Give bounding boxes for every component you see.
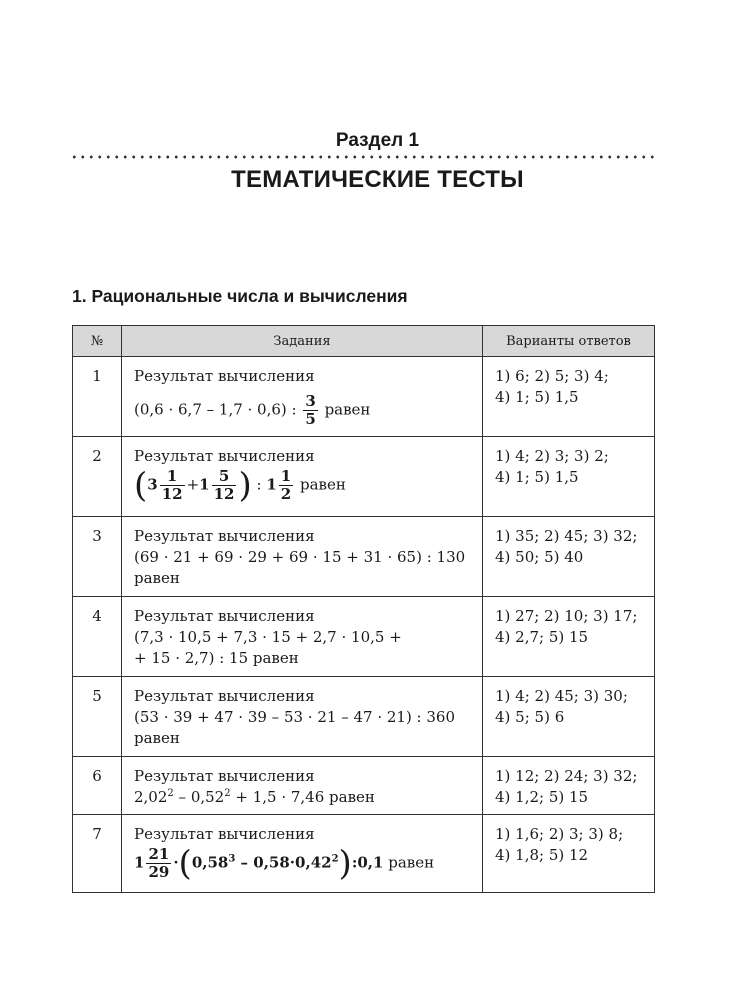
answers-cell xyxy=(483,677,655,757)
task-text: Результат вычисления xyxy=(134,367,315,385)
close-paren: ) xyxy=(338,843,352,884)
answers-cell xyxy=(483,437,655,517)
tests-table xyxy=(72,325,655,893)
answers-line: 4) 50; 5) 40 xyxy=(495,548,584,566)
expr-part: равен xyxy=(383,853,435,872)
denominator: 12 xyxy=(213,485,235,503)
numerator: 5 xyxy=(212,468,237,486)
exponent: 2 xyxy=(167,788,174,799)
open-paren: ( xyxy=(178,843,192,884)
section-label: Раздел 1 xyxy=(335,130,420,151)
answers-line: 4) 1,2; 5) 15 xyxy=(495,788,589,806)
task-cell xyxy=(122,757,483,815)
expr-part: 0,52 xyxy=(190,788,225,806)
task-line: (69 · 21 + 69 · 29 + 69 · 15 + 31 · 65) : 130 xyxy=(134,548,466,566)
fraction xyxy=(279,468,293,503)
task-cell xyxy=(122,677,483,757)
operator: · xyxy=(173,853,179,872)
task-line: равен xyxy=(134,569,180,587)
whole-part: 1 xyxy=(199,475,210,494)
operator: : xyxy=(251,475,267,494)
task-expression xyxy=(134,393,472,428)
answers-line: 1) 35; 2) 45; 3) 32; xyxy=(495,527,638,545)
header-task: Задания xyxy=(122,326,483,357)
fraction xyxy=(146,846,171,881)
task-text: Результат вычисления xyxy=(134,687,315,705)
expr-part: :0,1 xyxy=(351,853,384,872)
task-expression xyxy=(134,465,472,506)
answers-line: 1) 4; 2) 45; 3) 30; xyxy=(495,687,628,705)
whole-part: 1 xyxy=(266,475,277,494)
answers-line: 4) 1; 5) 1,5 xyxy=(495,388,579,406)
denominator: 12 xyxy=(161,485,183,503)
exponent: 2 xyxy=(224,788,231,799)
task-line: (7,3 · 10,5 + 7,3 · 15 + 2,7 · 10,5 + xyxy=(134,628,402,646)
task-cell xyxy=(122,815,483,893)
row-number: 2 xyxy=(73,437,122,517)
task-cell xyxy=(122,357,483,437)
task-text: Результат вычисления xyxy=(134,825,315,843)
fraction xyxy=(160,468,185,503)
table-row xyxy=(73,757,655,815)
task-expression xyxy=(134,843,472,884)
exponent: 2 xyxy=(331,853,339,865)
table-row xyxy=(73,597,655,677)
table-row xyxy=(73,437,655,517)
answers-line: 1) 27; 2) 10; 3) 17; xyxy=(495,607,638,625)
expr-part: (0,6 · 6,7 – 1,7 · 0,6) : xyxy=(134,400,302,419)
table-header-row xyxy=(73,326,655,357)
denominator: 5 xyxy=(305,410,316,428)
row-number: 3 xyxy=(73,517,122,597)
task-text: Результат вычисления xyxy=(134,607,315,625)
answers-line: 4) 2,7; 5) 15 xyxy=(495,628,589,646)
answers-cell xyxy=(483,357,655,437)
close-paren: ) xyxy=(238,465,252,506)
denominator: 29 xyxy=(148,863,170,881)
numerator: 1 xyxy=(160,468,185,486)
dotted-divider xyxy=(70,154,655,160)
task-text: Результат вычисления xyxy=(134,447,315,465)
expr-part: равен xyxy=(319,400,371,419)
answers-line: 4) 5; 5) 6 xyxy=(495,708,565,726)
header-answers: Варианты ответов xyxy=(483,326,655,357)
expr-part: + 1,5 · 7,46 равен xyxy=(230,788,375,806)
answers-line: 1) 4; 2) 3; 3) 2; xyxy=(495,447,609,465)
answers-cell xyxy=(483,597,655,677)
task-line: (53 · 39 + 47 · 39 – 53 · 21 – 47 · 21) : 360 xyxy=(134,708,456,726)
task-line: равен xyxy=(134,729,180,747)
answers-line: 4) 1; 5) 1,5 xyxy=(495,468,579,486)
table-row xyxy=(73,815,655,893)
task-cell xyxy=(122,517,483,597)
exponent: 3 xyxy=(228,853,236,865)
expr-part: 0,42 xyxy=(295,853,332,872)
answers-line: 4) 1,8; 5) 12 xyxy=(495,846,589,864)
answers-cell xyxy=(483,757,655,815)
open-paren: ( xyxy=(134,465,148,506)
numerator: 21 xyxy=(148,845,170,863)
answers-line: 1) 6; 2) 5; 3) 4; xyxy=(495,367,609,385)
answers-cell xyxy=(483,517,655,597)
answers-line: 1) 1,6; 2) 3; 3) 8; xyxy=(495,825,624,843)
task-line: + 15 · 2,7) : 15 равен xyxy=(134,649,299,667)
expr-part: 0,58 xyxy=(191,853,229,872)
task-text: Результат вычисления xyxy=(134,527,315,545)
expr-part: – 0,58· xyxy=(235,853,296,872)
operator: + xyxy=(186,475,200,494)
denominator: 2 xyxy=(280,485,292,503)
numerator: 3 xyxy=(305,392,316,410)
topic-heading: 1. Рациональные числа и вычисления xyxy=(72,286,408,306)
expr-part: 2,02 xyxy=(134,788,168,806)
fraction xyxy=(212,468,237,503)
table-row xyxy=(73,677,655,757)
answers-cell xyxy=(483,815,655,893)
row-number: 6 xyxy=(73,757,122,815)
whole-part: 3 xyxy=(147,475,158,494)
expr-part: равен xyxy=(295,475,346,494)
whole-part: 1 xyxy=(134,853,145,872)
operator: – xyxy=(173,788,191,806)
numerator: 1 xyxy=(280,467,292,485)
header-number: № xyxy=(73,326,122,357)
page-title: ТЕМАТИЧЕСКИЕ ТЕСТЫ xyxy=(231,166,524,193)
task-cell xyxy=(122,437,483,517)
row-number: 1 xyxy=(73,357,122,437)
task-expression xyxy=(134,788,375,806)
answers-line: 1) 12; 2) 24; 3) 32; xyxy=(495,767,638,785)
task-text: Результат вычисления xyxy=(134,767,315,785)
table-row xyxy=(73,517,655,597)
task-cell xyxy=(122,597,483,677)
table-row xyxy=(73,357,655,437)
fraction xyxy=(303,393,317,428)
row-number: 5 xyxy=(73,677,122,757)
row-number: 4 xyxy=(73,597,122,677)
row-number: 7 xyxy=(73,815,122,893)
